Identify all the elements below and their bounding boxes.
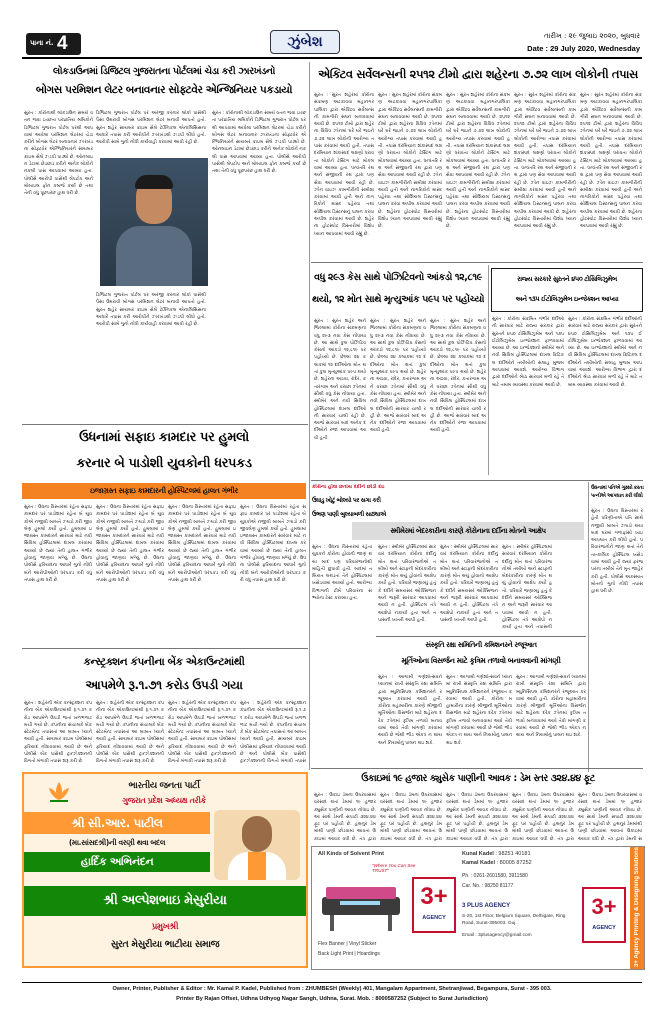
bjp-congrats-ad bbox=[22, 772, 308, 968]
art2-body-col2: સુરત : સુરત શહેરમાં કોરોના સંક્રમણ અટકાવવા મહાનગરપાલિકા દ્વારા એક્ટિવ સર્વેલન્સની કામગીરી સઘન બનાવવામાં આવી છે. ૨૫૧૨ ટીમો દ્વારા શહેરના વિવિધ ઝોનમાં ઘરે ઘરે જઇને ૭.૭૨ લાખ લોકોની આરોગ્ય તપાસ કરવામાં આવી હતી. તપાસ દરમિયાન શંકાસ્પદ લક્ષણો ધરાવતા લોકોને ટેસ્ટિંગ માટે મોકલવામાં આવ્યા હતા. ધન્વંતરિ રથ અને સંજીવની રથ દ્વારા પણ સેવા આપવામાં આવી રહી છે. ઝોન વાઇઝ કામગીરીની સમીક્ષા કરવામાં આવી હતી અને નાગરિકોને માસ્ક પહેરવા તથા સોશિયલ ડિસ્ટન્સનું પાલન કરવા અપીલ કરવામાં આવી છે. શહેરના હોટસ્પોટ વિસ્તારોમાં વિશેષ ધ્યાન આપવામાં આવી રહ્યું છે. bbox=[378, 93, 442, 230]
leader-scarf bbox=[248, 852, 266, 880]
art8-body-col1: સુરત : સ્મીમેર હોસ્પિટલમાં સારવાર દરમિયાન કોરોના દર્દીનું મોત થતાં પરિવારજનોએ તબીબો અને સ્ટાફની બેદરકારીના કારણે મોત થયું હોવાનો આક્ષેપ કર્યો હતો. પરિવારે જણાવ્યું હતું કે દર્દીને સમયસર ઓક્સિજન અને જરૂરી સારવાર આપવામાં આવી ન હતી. હોસ્પિટલ તંત્રે આક્ષેપો નકાર્યા હતા અને તપાસની ખાતરી આપી હતી. bbox=[378, 545, 436, 623]
ad1-line1: ભારતીય જનતા પાર્ટી bbox=[128, 781, 200, 791]
art2-body-col5: સુરત : સુરત શહેરમાં કોરોના સંક્રમણ અટકાવવા મહાનગરપાલિકા દ્વારા એક્ટિવ સર્વેલન્સની કામગીરી સઘન બનાવવામાં આવી છે. ૨૫૧૨ ટીમો દ્વારા શહેરના વિવિધ ઝોનમાં ઘરે ઘરે જઇને ૭.૭૨ લાખ લોકોની આરોગ્ય તપાસ કરવામાં આવી હતી. તપાસ દરમિયાન શંકાસ્પદ લક્ષણો ધરાવતા લોકોને ટેસ્ટિંગ માટે મોકલવામાં આવ્યા હતા. ધન્વંતરિ રથ અને સંજીવની રથ દ્વારા પણ સેવા આપવામાં આવી રહી છે. ઝોન વાઇઝ કામગીરીની સમીક્ષા કરવામાં આવી હતી અને નાગરિકોને માસ્ક પહેરવા તથા સોશિયલ ડિસ્ટન્સનું પાલન કરવા અપીલ કરવામાં આવી છે. શહેરના હોટસ્પોટ વિસ્તારોમાં વિશેષ ધ્યાન આપવામાં આવી રહ્યું છે. bbox=[580, 93, 642, 230]
divider-v3 bbox=[309, 480, 310, 770]
ad1-congrats-banner bbox=[24, 852, 210, 872]
art2-body-col1: સુરત : સુરત શહેરમાં કોરોના સંક્રમણ અટકાવવા મહાનગરપાલિકા દ્વારા એક્ટિવ સર્વેલન્સની કામગીરી સઘન બનાવવામાં આવી છે. ૨૫૧૨ ટીમો દ્વારા શહેરના વિવિધ ઝોનમાં ઘરે ઘરે જઇને ૭.૭૨ લાખ લોકોની આરોગ્ય તપાસ કરવામાં આવી હતી. તપાસ દરમિયાન શંકાસ્પદ લક્ષણો ધરાવતા લોકોને ટેસ્ટિંગ માટે મોકલવામાં આવ્યા હતા. ધન્વંતરિ રથ અને સંજીવની રથ દ્વારા પણ સેવા આપવામાં આવી રહી છે. ઝોન વાઇઝ કામગીરીની સમીક્ષા કરવામાં આવી હતી અને નાગરિકોને માસ્ક પહેરવા તથા સોશિયલ ડિસ્ટન્સનું પાલન કરવા અપીલ કરવામાં આવી છે. શહેરના હોટસ્પોટ વિસ્તારોમાં વિશેષ ધ્યાન આપવામાં આવી રહ્યું છે. bbox=[314, 93, 374, 237]
art3-headline-line1: વધુ ૨૯૩ કેસ સાથે પોઝિટિવનો આંકડો ૧૨,૮૧૯ bbox=[314, 272, 482, 283]
ad2-contact2-name: Kamal Kadel bbox=[462, 860, 496, 866]
ad2-contact1 bbox=[462, 851, 582, 857]
art5-body-col4: સુરત : ઉધના વિસ્તારમાં રહેતા સફાઇ કામદાર પર પાડોશમાં રહેતા બે યુવકોએ નજીવી બાબતે ઝઘડો કરી જીવલેણ હુમલો કર્યો હતો. હુમલામાં ઇજાગ્રસ્ત કામદારને સારવાર માટે નવી સિવિલ હોસ્પિટલમાં દાખલ કરવામાં આવ્યો છે જ્યાં તેની હાલત ગંભીર હોવાનું જાણવા મળ્યું છે. ઉધના પોલીસે ફરિયાદના આધારે ગુનો નોંધી બંને આરોપીઓની ધરપકડ કરી વધુ તપાસ હાથ ધરી છે. bbox=[240, 505, 306, 583]
art4-body-col1: સુરત : કોરોના સંક્રમિત ગંભીર દર્દીઓની સારવાર માટે રાજ્ય સરકાર દ્વારા સુરતને ૪૫૦ ટોસિલિઝુમેબ અને ૧૩૫ ઈટોલિઝુમેબ ઇન્જેક્શન ફાળવવામાં આવ્યા છે. આ ઇન્જેક્શનો સ્મીમેર અને નવી સિવિલ હોસ્પિટલમાં દાખલ ક્રિટિકલ દર્દીઓને તબીબોની સલાહ મુજબ આપવામાં આવશે. આરોગ્ય વિભાગ દ્વારા દર્દીઓને શ્રેષ્ઠ સારવાર મળી રહે તે માટે તમામ વ્યવસ્થા કરવામાં આવી છે. bbox=[492, 317, 564, 388]
art6-body-col1: સુરત : શહેરની એક કન્સ્ટ્રક્શન કંપનીના બેંક એકાઉન્ટમાંથી રૂ.૧.૭૧ કરોડ આપમેળે ઉપડી જતાં ખળભળાટ મચી ગયો છે. કંપનીના સંચાલકે બેંક સ્ટેટમેન્ટ તપાસતાં આ બાબત ધ્યાને આવી હતી. સાયબર ક્રાઇમ પોલીસમાં ફરિયાદ નોંધાવવામાં આવી છે અને પોલીસે બેંક પાસેથી ટ્રાન્ઝેક્શનની વિગતો મંગાવી તપાસ શરૂ કરી છે. bbox=[24, 701, 92, 765]
art2-body-col3: સુરત : સુરત શહેરમાં કોરોના સંક્રમણ અટકાવવા મહાનગરપાલિકા દ્વારા એક્ટિવ સર્વેલન્સની કામગીરી સઘન બનાવવામાં આવી છે. ૨૫૧૨ ટીમો દ્વારા શહેરના વિવિધ ઝોનમાં ઘરે ઘરે જઇને ૭.૭૨ લાખ લોકોની આરોગ્ય તપાસ કરવામાં આવી હતી. તપાસ દરમિયાન શંકાસ્પદ લક્ષણો ધરાવતા લોકોને ટેસ્ટિંગ માટે મોકલવામાં આવ્યા હતા. ધન્વંતરિ રથ અને સંજીવની રથ દ્વારા પણ સેવા આપવામાં આવી રહી છે. ઝોન વાઇઝ કામગીરીની સમીક્ષા કરવામાં આવી હતી અને નાગરિકોને માસ્ક પહેરવા તથા સોશિયલ ડિસ્ટન્સનું પાલન કરવા અપીલ કરવામાં આવી છે. શહેરના હોટસ્પોટ વિસ્તારોમાં વિશેષ ધ્યાન આપવામાં આવી રહ્યું છે. bbox=[446, 93, 510, 230]
divider-v4 bbox=[588, 482, 589, 772]
art5-body-col3: સુરત : ઉધના વિસ્તારમાં રહેતા સફાઇ કામદાર પર પાડોશમાં રહેતા બે યુવકોએ નજીવી બાબતે ઝઘડો કરી જીવલેણ હુમલો કર્યો હતો. હુમલામાં ઇજાગ્રસ્ત કામદારને સારવાર માટે નવી સિવિલ હોસ્પિટલમાં દાખલ કરવામાં આવ્યો છે જ્યાં તેની હાલત ગંભીર હોવાનું જાણવા મળ્યું છે. ઉધના પોલીસે ફરિયાદના આધારે ગુનો નોંધી બંને આરોપીઓની ધરપકડ કરી વધુ તપાસ હાથ ધરી છે. bbox=[168, 505, 236, 583]
reporter-photo bbox=[100, 158, 208, 286]
ad2-contact2 bbox=[462, 860, 582, 866]
art8-body-col3: સુરત : સ્મીમેર હોસ્પિટલમાં સારવાર દરમિયાન કોરોના દર્દીનું મોત થતાં પરિવારજનોએ તબીબો અને સ્ટાફની બેદરકારીના કારણે મોત થયું હોવાનો આક્ષેપ કર્યો હતો. પરિવારે જણાવ્યું હતું કે દર્દીને સમયસર ઓક્સિજન અને જરૂરી સારવાર આપવામાં આવી ન હતી. હોસ્પિટલ તંત્રે આક્ષેપો નકાર્યા હતા અને તપાસની bbox=[502, 545, 552, 631]
ad2-logo: 3+ bbox=[420, 883, 448, 910]
art4-body-col2: સુરત : કોરોના સંક્રમિત ગંભીર દર્દીઓની સારવાર માટે રાજ્ય સરકાર દ્વારા સુરતને ૪૫૦ ટોસિલિઝુમેબ અને ૧૩૫ ઈટોલિઝુમેબ ઇન્જેક્શન ફાળવવામાં આવ્યા છે. આ ઇન્જેક્શનો સ્મીમેર અને નવી સિવિલ હોસ્પિટલમાં દાખલ ક્રિટિકલ દર્દીઓને તબીબોની સલાહ મુજબ આપવામાં આવશે. આરોગ્ય વિભાગ દ્વારા દર્દીઓને શ્રેષ્ઠ સારવાર મળી રહે તે માટે તમામ વ્યવસ્થા કરવામાં આવી છે. bbox=[568, 317, 642, 388]
photo-hair bbox=[135, 175, 173, 189]
ad1-line8: સુરત મેસુરીયા ભાટીયા સમાજ bbox=[110, 939, 220, 950]
ad2-address: S-20, 1st Floor, Belgium Square, Delhigate, Ring Road, Surat-395003. Guj. bbox=[462, 914, 566, 926]
art10-headline: મૂર્તિઓના વિસર્જન માટે કૃત્રિમ તળાવો બનાવવાની માંગણી bbox=[401, 656, 561, 665]
art11-body-col3: સુરત : ઉકાઇ ડેમના ઉપરવાસમાં વરસાદ થતાં ડેમમાં ૧૯ હજાર ક્યુસેક પાણીની આવક નોંધાઇ છે. આ સાથે ડેમની સપાટી ૩૨૪.૪૪ ફૂટ પર પહોંચી છે. હથનુર ડેમમાંથી પાણી છોડવામાં આવતાં ઉકાઇમાં આવક વધી છે. તંત્ર દ્વારા bbox=[446, 793, 508, 842]
art1-headline-line1: લોકડાઉનમાં ડિજિટલ ગુજરાતના પોર્ટલમાં ચેડા કરી ઝારખંડનો bbox=[53, 66, 275, 77]
ad2-side-logo bbox=[582, 887, 626, 943]
art1-body-col3: સુરત : કોરોનાથી લોકડાઉન સમયે વતન જવા ઇચ્છતા પરપ્રાંતિય શ્રમિકોને ડિજિટલ ગુજરાત પોર્ટલ પરથી આપવામાં આવેલા પરમિશન લેટરમાં ચેડા કરીને બોગસ લેટર બનાવનાર ઝારખંડના સોફ્ટવેર એન્જિનિયરને સાયબર ક્રાઇમ સેલે ઝડપી પાડ્યો છે. ઓનલાઇન ડેટામાં છેડછાડ કરીને અનેક લોકોને નકલી પાસ આપવામાં આવ્યા હતા. પોલીસે આરોપી પાસેથી લેપટોપ અને મોબાઇલ ફોન કબજે કર્યા છે તથા તેની વધુ પૂછપરછ હાથ ધરી છે. bbox=[212, 111, 306, 175]
art10-body-col2: સુરત : આગામી ગણેશોત્સવને ધ્યાનમાં રાખી સંસ્કૃતિ રક્ષા સમિતિ દ્વારા મ્યુનિસિપલ કમિશનરને રજૂઆત કરવામાં આવી હતી. કોરોના મહામારીના કારણે શ્રીજીની મૂર્તિઓના વિસર્જન માટે શહેરના દરેક ઝોનમાં કૃત્રિમ તળાવો બનાવવામાં આવે તેવી માંગણી કરવામાં આવી છે જેથી ભીડ એકત્ર ન થાય અને નિયમોનું પાલન થઇ શકે. bbox=[446, 675, 512, 746]
art4-headline-box bbox=[491, 268, 643, 312]
ad1-line4: (મા.સાંસદશ્રી)ની વરણી થવા બદલ bbox=[68, 838, 166, 847]
art11-headline: ઉકાઇમાં ૧૯ હજાર ક્યુસેક પાણીની આવક : ડેમ સ્તર ૩૨૪.૪૪ ફૂટ bbox=[361, 773, 595, 784]
divider-h3 bbox=[22, 648, 308, 649]
art6-body-col3: સુરત : શહેરની એક કન્સ્ટ્રક્શન કંપનીના બેંક એકાઉન્ટમાંથી રૂ.૧.૭૧ કરોડ આપમેળે ઉપડી જતાં ખળભળાટ મચી ગયો છે. કંપનીના સંચાલકે બેંક સ્ટેટમેન્ટ તપાસતાં આ બાબત ધ્યાને આવી હતી. સાયબર ક્રાઇમ પોલીસમાં ફરિયાદ નોંધાવવામાં આવી છે અને પોલીસે બેંક પાસેથી ટ્રાન્ઝેક્શનની વિગતો મંગાવી તપાસ શરૂ કરી છે. bbox=[168, 701, 236, 765]
ad1-name-banner bbox=[24, 812, 210, 834]
art5-headline-line2: કરનાર બે પાડોશી યુવકોની ધરપકડ bbox=[76, 456, 252, 471]
art2-headline: એક્ટિવ સર્વેલન્સની ૨૫૧૨ ટીમો દ્વારા શહેરના ૭.૭૨ લાખ લોકોની તપાસ bbox=[318, 67, 638, 81]
ad2-logo-sub: AGENCY bbox=[422, 915, 446, 921]
date-line-en: Date : 29 July 2020, Wednesday bbox=[527, 44, 640, 53]
divider-h4 bbox=[311, 480, 643, 481]
leader-head bbox=[242, 816, 272, 852]
art9-body: સુરત : ઉધના વિસ્તારમાં રહેતી પરિણીતાએ પતિ સાથે નજીવી બાબતે ઝઘડો થયા બાદ ઘરમાં ગળાફાંસો ખાઇ આપઘાત કરી લીધો હતો. પરિવારજનોને જાણ થતાં તેને તાત્કાલિક હોસ્પિટલ ખસેડવામાં આવી હતી જ્યાં ફરજ પરના તબીબે તેને મૃત જાહેર કરી હતી. પોલીસે અકસ્માત મોતનો ગુનો નોંધી તપાસ હાથ ધરી છે. bbox=[591, 509, 643, 595]
logo bbox=[270, 30, 340, 54]
art7-body-col1: સુરત : ઉધના વિસ્તારમાં રહેતા યુવકને કોરોના હોવાની જાણ થયા બાદ પણ પરિવારજનોથી માહિતી છુપાવી હતી. બાદમાં તબિયત લથડતાં તેને હોસ્પિટલમાં ખસેડવામાં આવ્યો હતો. આરોગ્ય વિભાગની ટીમે પરિવારના સભ્યોના ટેસ્ટ કરાવ્યા હતા. bbox=[312, 545, 372, 602]
ad1-line7: પ્રમુખશ્રી bbox=[151, 922, 179, 932]
art5-subhead-band bbox=[22, 483, 306, 499]
ad2-company: 3 PLUS AGENCY bbox=[462, 903, 511, 909]
ad1-line6: શ્રી અલ્પેશભાઇ મેસુરીયા bbox=[103, 893, 227, 908]
ad2-side-logo-sub: AGENCY bbox=[592, 925, 616, 931]
leader-photo bbox=[214, 810, 300, 880]
art6-body-col4: સુરત : શહેરની એક કન્સ્ટ્રક્શન કંપનીના બેંક એકાઉન્ટમાંથી રૂ.૧.૭૧ કરોડ આપમેળે ઉપડી જતાં ખળભળાટ મચી ગયો છે. કંપનીના સંચાલકે બેંક સ્ટેટમેન્ટ તપાસતાં આ બાબત ધ્યાને આવી હતી. સાયબર ક્રાઇમ પોલીસમાં ફરિયાદ નોંધાવવામાં આવી છે અને પોલીસે બેંક પાસેથી ટ્રાન્ઝેક્શનની વિગતો મંગાવી તપાસ bbox=[240, 701, 306, 765]
footer-line1: Owner, Printer, Publisher & Editor : Mr. Kamal P. Kadel, Published from : ZHUMBESH (Weekly) 401, Mangalam Appartment, Shetranjiwad, Begampura, Surat - 395 003. bbox=[112, 986, 552, 992]
ad2-item-2: Back Light Print | Hoardings bbox=[318, 951, 380, 957]
ad1-line5: હાર્દિક અભિનંદન bbox=[80, 855, 154, 868]
art11-body-col1: સુરત : ઉકાઇ ડેમના ઉપરવાસમાં વરસાદ થતાં ડેમમાં ૧૯ હજાર ક્યુસેક પાણીની આવક નોંધાઇ છે. આ સાથે ડેમની સપાટી ૩૨૪.૪૪ ફૂટ પર પહોંચી છે. હથનુર ડેમમાંથી પાણી છોડવામાં આવતાં ઉકાઇમાં આવક વધી છે. તંત્ર દ્વારા bbox=[314, 793, 376, 842]
art6-headline-line2: આપમેળે રૂ.૧.૭૧ કરોડ ઉપડી ગયા bbox=[85, 678, 243, 692]
divider-h1 bbox=[311, 262, 643, 263]
ad2-side-logo-text: 3+ bbox=[591, 894, 617, 919]
photo-shirt bbox=[116, 226, 192, 286]
divider-v2 bbox=[488, 265, 489, 475]
footer-rule bbox=[22, 982, 642, 983]
art10-kicker: સંસ્કૃતિ રક્ષા સમિતિની કમિશનરને રજૂઆત bbox=[425, 641, 537, 649]
divider-h2 bbox=[22, 424, 308, 425]
divider-h5 bbox=[376, 636, 586, 637]
ad2-logo-box bbox=[412, 877, 456, 933]
art5-body-col1: સુરત : ઉધના વિસ્તારમાં રહેતા સફાઇ કામદાર પર પાડોશમાં રહેતા બે યુવકોએ નજીવી બાબતે ઝઘડો કરી જીવલેણ હુમલો કર્યો હતો. હુમલામાં ઇજાગ્રસ્ત કામદારને સારવાર માટે નવી સિવિલ હોસ્પિટલમાં દાખલ કરવામાં આવ્યો છે જ્યાં તેની હાલત ગંભીર હોવાનું જાણવા મળ્યું છે. ઉધના પોલીસે ફરિયાદના આધારે ગુનો નોંધી બંને આરોપીઓની ધરપકડ કરી વધુ તપાસ હાથ ધરી છે. bbox=[24, 505, 92, 583]
art11-body-col2: સુરત : ઉકાઇ ડેમના ઉપરવાસમાં વરસાદ થતાં ડેમમાં ૧૯ હજાર ક્યુસેક પાણીની આવક નોંધાઇ છે. આ સાથે ડેમની સપાટી ૩૨૪.૪૪ ફૂટ પર પહોંચી છે. હથનુર ડેમમાંથી પાણી છોડવામાં આવતાં ઉકાઇમાં આવક વધી છે. તંત્ર દ્વારા bbox=[380, 793, 442, 842]
page-label: પાના નં. bbox=[30, 39, 54, 47]
ad2-email: Email : 3plusagency@gmail.com bbox=[462, 933, 532, 938]
ad1-line3: શ્રી સી.આર. પાટીલ bbox=[71, 816, 163, 830]
ad1-line2: ગુજરાત પ્રદેશ અધ્યક્ષ તરીકે bbox=[122, 796, 206, 805]
art3-body-col2: સુરત : સુરત શહેર અને જિલ્લામાં કોરોના સંક્રમણના વધુ ૨૯૩ નવા કેસ નોંધાયા છે. આ સાથે કુલ પોઝિટિવ કેસનો આંકડો ૧૨,૮૧૯ પર પહોંચ્યો છે. છેલ્લા ૨૪ કલાકમાં ૧૨ દર્દીઓના મોત થતાં કુલ મૃત્યુઆંક ૫૯૫ થયો છે. શહેરના અઠવા, રાંદેર, કતારગામ અને વરાછા ઝોનમાં સૌથી વધુ કેસ નોંધાયા હતા. સ્મીમેર અને નવી સિવિલ હોસ્પિટલમાં દાખલ દર્દીઓની સારવાર ચાલી રહી છે. આજે સારવાર બાદ અનેક દર્દીઓને રજા આપવામાં આવી હતી. bbox=[370, 319, 426, 434]
art1-headline-line2: બોગસ પરમિશન લેટર બનાવનાર સોફ્ટવેર એન્જિનિયર પકડાયો bbox=[35, 84, 293, 96]
ad2-side-strip bbox=[630, 847, 644, 969]
page-number: 4 bbox=[57, 33, 68, 54]
art5-headline-line1: ઉધનામાં સફાઇ કામદાર પર હુમલો bbox=[79, 430, 249, 445]
art10-body-col3: સુરત : આગામી ગણેશોત્સવને ધ્યાનમાં રાખી સંસ્કૃતિ રક્ષા સમિતિ દ્વારા મ્યુનિસિપલ કમિશનરને રજૂઆત કરવામાં આવી હતી. કોરોના મહામારીના કારણે શ્રીજીની મૂર્તિઓના વિસર્જન માટે શહેરના દરેક ઝોનમાં કૃત્રિમ તળાવો બનાવવામાં આવે તેવી માંગણી કરવામાં આવી છે જેથી ભીડ એકત્ર ન થાય અને નિયમોનું પાલન થઇ શકે. bbox=[516, 675, 586, 739]
art7-kicker: કોરોના હોવા છતાંય દર્દીને છોડી દઇ bbox=[312, 484, 385, 490]
art5-body-col2: સુરત : ઉધના વિસ્તારમાં રહેતા સફાઇ કામદાર પર પાડોશમાં રહેતા બે યુવકોએ નજીવી બાબતે ઝઘડો કરી જીવલેણ હુમલો કર્યો હતો. હુમલામાં ઇજાગ્રસ્ત કામદારને સારવાર માટે નવી સિવિલ હોસ્પિટલમાં દાખલ કરવામાં આવ્યો છે જ્યાં તેની હાલત ગંભીર હોવાનું જાણવા મળ્યું છે. ઉધના પોલીસે ફરિયાદના આધારે ગુનો નોંધી બંને આરોપીઓની ધરપકડ કરી વધુ તપાસ હાથ ધરી છે. bbox=[96, 505, 164, 583]
ad2-contact1-phone: : 98251 40181 bbox=[495, 851, 531, 857]
art1-body-col2: ડિજિટલ ગુજરાત પોર્ટલ પર અરજી કરનાર લોકો પાસેથી પૈસા ઉઘરાવી બોગસ પરમિશન લેટર બનાવી આપતો હતો. સુરત શહેર સાયબર ક્રાઇમ સેલે ટેક્નિકલ એનાલિસિસના આધારે તપાસ કરી આરોપીને ઝારખંડથી ઝડપી લીધો હતો. આરોપી સામે ગુનો નોંધી કાર્યવાહી કરવામાં આવી રહી છે. bbox=[96, 111, 206, 146]
ad2-side-text: 3+ Agency Printing & Designing Solutions bbox=[634, 847, 640, 967]
page-number-tab bbox=[26, 33, 81, 55]
art8-headline-band bbox=[352, 522, 584, 540]
art11-body-col5: સુરત : ઉકાઇ ડેમના ઉપરવાસમાં વરસાદ થતાં ડેમમાં ૧૯ હજાર ક્યુસેક પાણીની આવક નોંધાઇ છે. આ સાથે ડેમની સપાટી ૩૨૪.૪૪ ફૂટ પર પહોંચી છે. હથનુર ડેમમાંથી પાણી છોડવામાં આવતાં ઉકાઇમાં આવક વધી છે. તંત્ર દ્વારા ડેમની સ bbox=[578, 793, 642, 842]
art10-body-col1: સુરત : આગામી ગણેશોત્સવને ધ્યાનમાં રાખી સંસ્કૃતિ રક્ષા સમિતિ દ્વારા મ્યુનિસિપલ કમિશનરને રજૂઆત કરવામાં આવી હતી. કોરોના મહામારીના કારણે શ્રીજીની મૂર્તિઓના વિસર્જન માટે શહેરના દરેક ઝોનમાં કૃત્રિમ તળાવો બનાવવામાં આવે તેવી માંગણી કરવામાં આવી છે જેથી ભીડ એકત્ર ન થાય અને નિયમોનું પાલન થઇ શકે. bbox=[378, 675, 442, 746]
divider-v1 bbox=[309, 62, 310, 482]
art4-headline-line2: અને ૧૩૫ ઈટોલિઝુમેબ ઇન્જેક્શન આપ્યા bbox=[515, 295, 619, 303]
art5-subhead: ઇજાગ્રસ્ત સફાઇ કામદારની હોસ્પિટલમાં હાલત ગંભીર bbox=[90, 486, 238, 495]
agency-ad bbox=[311, 846, 645, 970]
art4-headline-line1: રાજ્ય સરકારે સુરતને ૪૫૦ ટોસિલિઝુમેબ bbox=[517, 275, 617, 283]
art3-body-col1: સુરત : સુરત શહેર અને જિલ્લામાં કોરોના સંક્રમણના વધુ ૨૯૩ નવા કેસ નોંધાયા છે. આ સાથે કુલ પોઝિટિવ કેસનો આંકડો ૧૨,૮૧૯ પર પહોંચ્યો છે. છેલ્લા ૨૪ કલાકમાં ૧૨ દર્દીઓના મોત થતાં કુલ મૃત્યુઆંક ૫૯૫ થયો છે. શહેરના અઠવા, રાંદેર, કતારગામ અને વરાછા ઝોનમાં સૌથી વધુ કેસ નોંધાયા હતા. સ્મીમેર અને નવી સિવિલ હોસ્પિટલમાં દાખલ દર્દીઓની સારવાર ચાલી રહી છે. આજે સારવાર બાદ અનેક દર્દીઓને રજા આપવામાં આવી હતી. bbox=[314, 319, 366, 441]
printer-machine bbox=[320, 883, 402, 933]
art3-headline-line2: થયો, ૧૨ મોત સાથે મૃત્યુઆંક ૫૯૫ પર પહોંચ્યો bbox=[312, 294, 484, 305]
art7-headline: ઉઘાડુ ખોટું બોલ્યો પર સગા કરી bbox=[312, 497, 381, 504]
art1-body-col1: સુરત : કોરોનાથી લોકડાઉન સમયે વતન જવા ઇચ્છતા પરપ્રાંતિય શ્રમિકોને ડિજિટલ ગુજરાત પોર્ટલ પરથી આપવામાં આવેલા પરમિશન લેટરમાં ચેડા કરીને બોગસ લેટર બનાવનાર ઝારખંડના સોફ્ટવેર એન્જિનિયરને સાયબર ક્રાઇમ સેલે ઝડપી પાડ્યો છે. ઓનલાઇન ડેટામાં છેડછાડ કરીને અનેક લોકોને નકલી પાસ આપવામાં આવ્યા હતા. પોલીસે આરોપી પાસેથી લેપટોપ અને મોબાઇલ ફોન કબજે કર્યા છે તથા તેની વધુ પૂછપરછ હાથ ધરી છે. bbox=[24, 111, 93, 197]
art8-body-col2: સુરત : સ્મીમેર હોસ્પિટલમાં સારવાર દરમિયાન કોરોના દર્દીનું મોત થતાં પરિવારજનોએ તબીબો અને સ્ટાફની બેદરકારીના કારણે મોત થયું હોવાનો આક્ષેપ કર્યો હતો. પરિવારે જણાવ્યું હતું કે દર્દીને સમયસર ઓક્સિજન અને જરૂરી સારવાર આપવામાં આવી ન હતી. હોસ્પિટલ તંત્રે આક્ષેપો નકાર્યા હતા અને તપાસની ખાતરી આપી હતી. bbox=[440, 545, 498, 623]
printer-icon bbox=[320, 883, 402, 933]
ad2-tagline: "Where You Can See TRUST" bbox=[372, 863, 416, 873]
art7-subhead: ઉભણ પાણી બુલ્યાબળી સાઠ્યાએ bbox=[312, 511, 386, 518]
ad2-item-1: Flex Banner | Vinyl Sticker bbox=[318, 941, 377, 947]
ad2-top: All Kinds of Solvent Print bbox=[318, 851, 385, 857]
art9-headline: ઉધનામાં પતિએ ગુસ્સો કરતા પત્નીએ આપઘાત કરી લીધો bbox=[591, 485, 644, 499]
art6-headline-line1: કન્સ્ટ્રક્શન કંપનીના બેંક એકાઉન્ટમાંથી bbox=[83, 656, 245, 668]
art8-headline: સ્મીમેરમાં બેદરકારીના કારણે કોરોનાના દર્દીના મોતનો આક્ષેપ bbox=[390, 527, 546, 535]
art6-body-col2: સુરત : શહેરની એક કન્સ્ટ્રક્શન કંપનીના બેંક એકાઉન્ટમાંથી રૂ.૧.૭૧ કરોડ આપમેળે ઉપડી જતાં ખળભળાટ મચી ગયો છે. કંપનીના સંચાલકે બેંક સ્ટેટમેન્ટ તપાસતાં આ બાબત ધ્યાને આવી હતી. સાયબર ક્રાઇમ પોલીસમાં ફરિયાદ નોંધાવવામાં આવી છે અને પોલીસે બેંક પાસેથી ટ્રાન્ઝેક્શનની વિગતો મંગાવી તપાસ શરૂ કરી છે. bbox=[96, 701, 164, 765]
art3-body-col3: સુરત : સુરત શહેર અને જિલ્લામાં કોરોના સંક્રમણના વધુ ૨૯૩ નવા કેસ નોંધાયા છે. આ સાથે કુલ પોઝિટિવ કેસનો આંકડો ૧૨,૮૧૯ પર પહોંચ્યો છે. છેલ્લા ૨૪ કલાકમાં ૧૨ દર્દીઓના મોત થતાં કુલ મૃત્યુઆંક ૫૯૫ થયો છે. શહેરના અઠવા, રાંદેર, કતારગામ અને વરાછા ઝોનમાં સૌથી વધુ કેસ નોંધાયા હતા. સ્મીમેર અને નવી સિવિલ હોસ્પિટલમાં દાખલ દર્દીઓની સારવાર ચાલી રહી છે. આજે સારવાર બાદ અનેક દર્દીઓને રજા આપવામાં આવી હતી. bbox=[430, 319, 486, 434]
ad2-ph: Ph. : 0261-2601580, 3911580 bbox=[462, 873, 528, 879]
ad2-contact2-phone: : 80005 87252 bbox=[496, 860, 532, 866]
footer-line2: Printer By Rajan Offset, Udhna Udhyog Nagar Sangh, Udhna, Surat. Mob. : 8000587252 (Subject to Surat Jurisdiction) bbox=[176, 996, 488, 1002]
art1-body-col2b: ડિજિટલ ગુજરાત પોર્ટલ પર અરજી કરનાર લોકો પાસેથી પૈસા ઉઘરાવી બોગસ પરમિશન લેટર બનાવી આપતો હતો. સુરત શહેર સાયબર ક્રાઇમ સેલે ટેક્નિકલ એનાલિસિસના આધારે તપાસ કરી આરોપીને ઝારખંડથી ઝડપી લીધો હતો. આરોપી સામે ગુનો નોંધી કાર્યવાહી કરવામાં આવી રહી છે. bbox=[96, 293, 206, 328]
art2-body-col4: સુરત : સુરત શહેરમાં કોરોના સંક્રમણ અટકાવવા મહાનગરપાલિકા દ્વારા એક્ટિવ સર્વેલન્સની કામગીરી સઘન બનાવવામાં આવી છે. ૨૫૧૨ ટીમો દ્વારા શહેરના વિવિધ ઝોનમાં ઘરે ઘરે જઇને ૭.૭૨ લાખ લોકોની આરોગ્ય તપાસ કરવામાં આવી હતી. તપાસ દરમિયાન શંકાસ્પદ લક્ષણો ધરાવતા લોકોને ટેસ્ટિંગ માટે મોકલવામાં આવ્યા હતા. ધન્વંતરિ રથ અને સંજીવની રથ દ્વારા પણ સેવા આપવામાં આવી રહી છે. ઝોન વાઇઝ કામગીરીની સમીક્ષા કરવામાં આવી હતી અને નાગરિકોને માસ્ક પહેરવા તથા સોશિયલ ડિસ્ટન્સનું પાલન કરવા અપીલ કરવામાં આવી છે. શહેરના હોટસ્પોટ વિસ્તારોમાં વિશેષ ધ્યાન આપવામાં આવી રહ્યું છે. bbox=[514, 93, 576, 230]
divider-h6 bbox=[311, 768, 643, 769]
masthead-rule bbox=[22, 57, 642, 59]
art11-body-col4: સુરત : ઉકાઇ ડેમના ઉપરવાસમાં વરસાદ થતાં ડેમમાં ૧૯ હજાર ક્યુસેક પાણીની આવક નોંધાઇ છે. આ સાથે ડેમની સપાટી ૩૨૪.૪૪ ફૂટ પર પહોંચી છે. હથનુર ડેમમાંથી પાણી છોડવામાં આવતાં ઉકાઇમાં આવક વધી છે. તંત્ર દ્વારા bbox=[512, 793, 574, 842]
ad2-contact1-name: Kunal Kadel bbox=[462, 851, 494, 857]
ad1-alpesh-banner bbox=[24, 886, 306, 916]
ad2-fax: Car. No. : 98250 81177 bbox=[462, 883, 514, 889]
logo-text: ઝુંબેશ bbox=[287, 34, 323, 50]
masthead bbox=[0, 0, 650, 58]
date-line-gu: તારીખ : ૨૯ જુલાઇ ૨૦૨૦, બુધવાર bbox=[544, 32, 640, 40]
